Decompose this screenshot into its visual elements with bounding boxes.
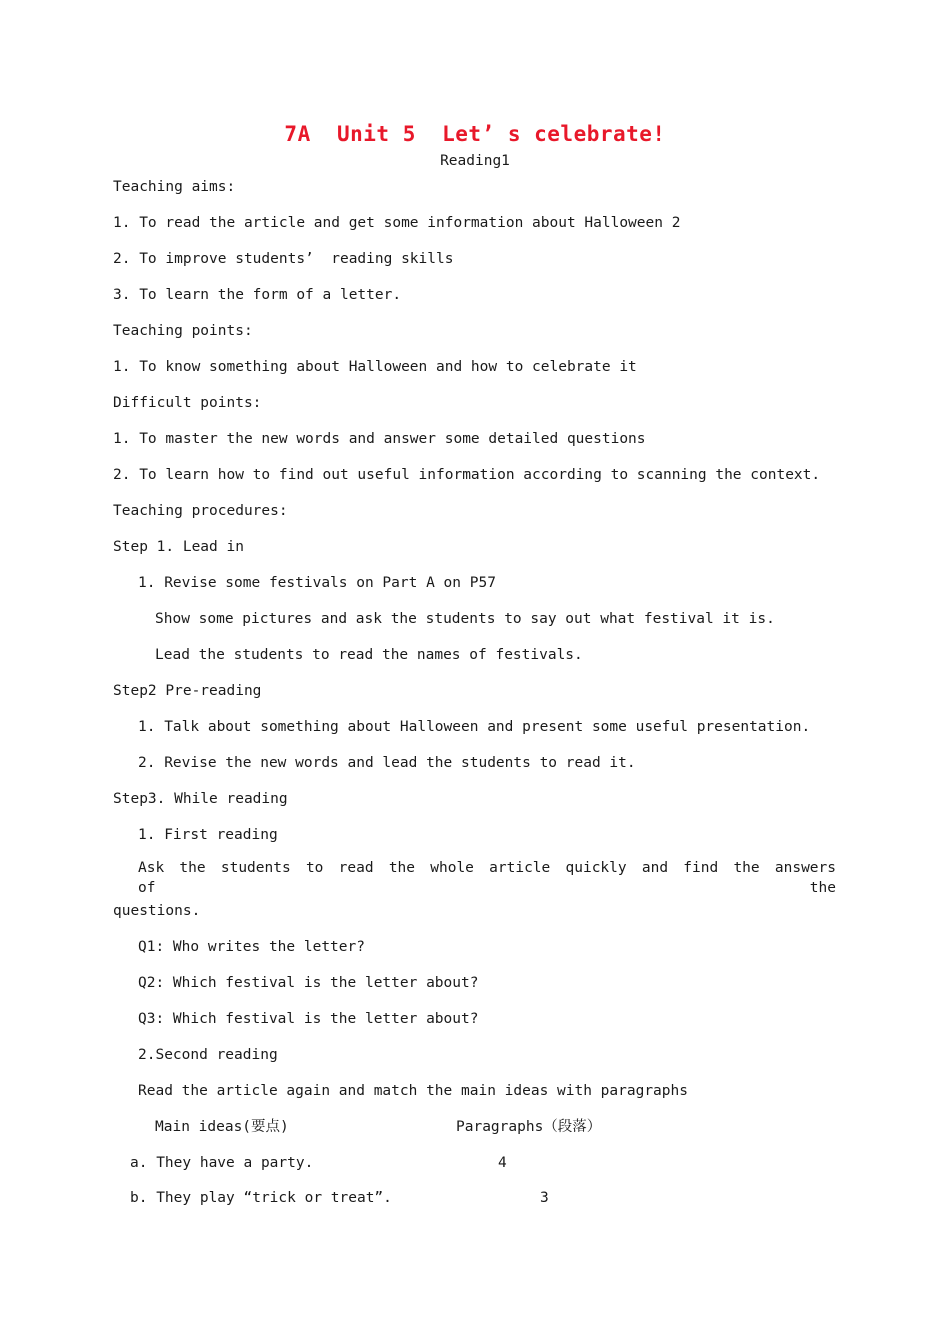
question-1: Q1: Who writes the letter? (138, 939, 365, 955)
step1-item-1-detail-a: Show some pictures and ask the students to say out what festival it is. (155, 611, 775, 627)
match-row-b: b. They play “trick or treat”. (130, 1190, 392, 1206)
match-row-a-number: 4 (498, 1155, 507, 1171)
points-heading: Teaching points: (113, 323, 253, 339)
aim-item-1: 1. To read the article and get some information about Halloween 2 (113, 215, 681, 231)
step1-heading: Step 1. Lead in (113, 539, 244, 555)
step1-item-1: 1. Revise some festivals on Part A on P57 (138, 575, 496, 591)
step2-heading: Step2 Pre-reading (113, 683, 262, 699)
match-row-a: a. They have a party. (130, 1155, 314, 1171)
column-main-ideas: Main ideas(要点) (155, 1119, 289, 1135)
step2-item-2: 2. Revise the new words and lead the students to read it. (138, 755, 636, 771)
question-3: Q3: Which festival is the letter about? (138, 1011, 479, 1027)
step3-item-2-text: Read the article again and match the main ideas with paragraphs (138, 1083, 688, 1099)
step3-item-1-text: Ask the students to read the whole article quickly and find the answers of the (138, 860, 836, 896)
question-2: Q2: Which festival is the letter about? (138, 975, 479, 991)
difficult-heading: Difficult points: (113, 395, 262, 411)
step3-item-1-text-cont: questions. (113, 903, 201, 919)
point-item-1: 1. To know something about Halloween and how to celebrate it (113, 359, 637, 375)
step3-item-1: 1. First reading (138, 827, 278, 843)
step1-item-1-detail-b: Lead the students to read the names of festivals. (155, 647, 583, 663)
aim-item-2: 2. To improve students’ reading skills (113, 251, 454, 267)
step2-item-1: 1. Talk about something about Halloween and present some useful presentation. (138, 719, 811, 735)
difficult-item-1: 1. To master the new words and answer some detailed questions (113, 431, 646, 447)
page-title: 7A Unit 5 Let’ s celebrate! (284, 122, 666, 146)
page-subtitle: Reading1 (440, 153, 510, 169)
procedures-heading: Teaching procedures: (113, 503, 288, 519)
match-row-b-number: 3 (540, 1190, 549, 1206)
column-paragraphs: Paragraphs（段落） (456, 1119, 602, 1135)
difficult-item-2: 2. To learn how to find out useful information according to scanning the context. (113, 467, 821, 483)
aims-heading: Teaching aims: (113, 179, 236, 195)
aim-item-3: 3. To learn the form of a letter. (113, 287, 402, 303)
step3-heading: Step3. While reading (113, 791, 288, 807)
step3-item-2: 2.Second reading (138, 1047, 278, 1063)
